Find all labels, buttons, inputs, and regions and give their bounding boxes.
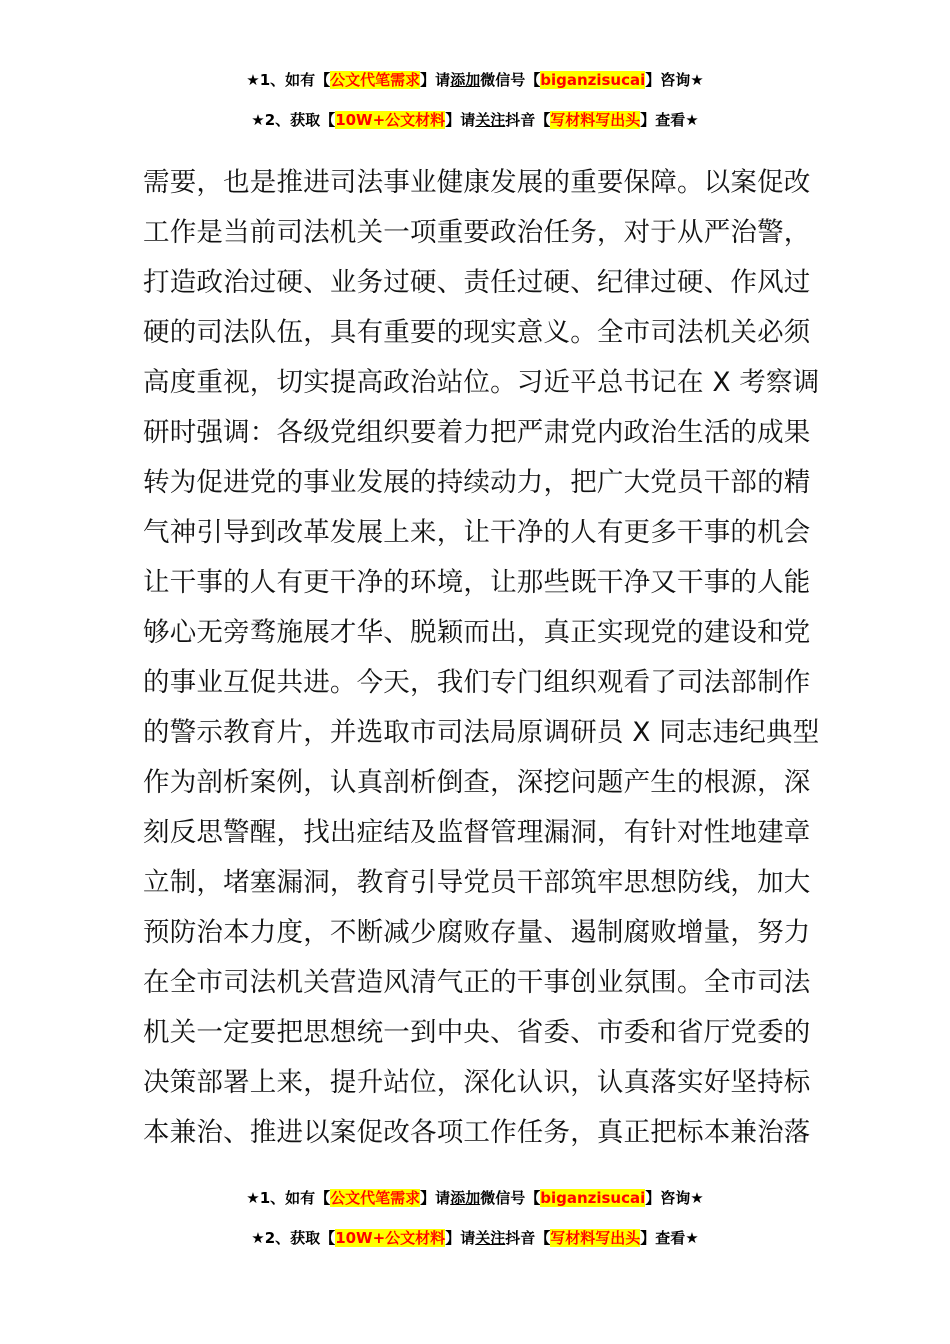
promo-highlight: 10W+公文材料 [335, 111, 446, 129]
promo-highlight: 公文代笔需求 [330, 1189, 421, 1207]
promo-text: ★1、如有【 [246, 1189, 331, 1207]
wechat-id-highlight: biganzisucai [540, 1189, 646, 1207]
promo-highlight: 10W+公文材料 [335, 1229, 446, 1247]
body-line: 需要，也是推进司法事业健康发展的重要保障。以案促改 [143, 167, 811, 198]
body-line: 打造政治过硬、业务过硬、责任过硬、纪律过硬、作风过 [143, 267, 811, 298]
body-line: 的事业互促共进。今天，我们专门组织观看了司法部制作 [143, 667, 811, 698]
body-line: 本兼治、推进以案促改各项工作任务，真正把标本兼治落 [143, 1117, 811, 1148]
promo-text: 抖音【 [505, 1229, 551, 1247]
header-promo-line-2 [0, 110, 950, 130]
promo-text: ★2、获取【 [251, 1229, 336, 1247]
footer-promo-line-2 [0, 1228, 950, 1248]
header-promo-line-1 [0, 70, 950, 90]
promo-underline: 添加 [450, 71, 481, 89]
body-line: 刻反思警醒，找出症结及监督管理漏洞，有针对性地建章 [143, 817, 811, 848]
douyin-id-highlight: 写材料写出头 [550, 1229, 641, 1247]
wechat-id-highlight: biganzisucai [540, 71, 646, 89]
promo-text: 微信号【 [480, 71, 541, 89]
promo-text: 】请 [420, 1189, 451, 1207]
promo-text: 微信号【 [480, 1189, 541, 1207]
body-line: 的警示教育片，并选取市司法局原调研员 X 同志违纪典型 [143, 717, 820, 748]
footer-promo-line-1 [0, 1188, 950, 1208]
body-line: 决策部署上来，提升站位，深化认识，认真落实好坚持标 [143, 1067, 811, 1098]
body-line: 预防治本力度，不断减少腐败存量、遏制腐败增量，努力 [143, 917, 811, 948]
promo-text: 】咨询★ [645, 1189, 704, 1207]
body-line: 立制，堵塞漏洞，教育引导党员干部筑牢思想防线，加大 [143, 867, 811, 898]
douyin-id-highlight: 写材料写出头 [550, 111, 641, 129]
body-line: 在全市司法机关营造风清气正的干事创业氛围。全市司法 [143, 967, 811, 998]
promo-underline: 关注 [475, 111, 506, 129]
promo-text: 】查看★ [640, 1229, 699, 1247]
body-line: 工作是当前司法机关一项重要政治任务，对于从严治警， [143, 217, 811, 248]
body-line: 作为剖析案例，认真剖析倒查，深挖问题产生的根源，深 [143, 767, 811, 798]
body-line: 够心无旁骛施展才华、脱颖而出，真正实现党的建设和党 [143, 617, 811, 648]
body-line: 高度重视，切实提高政治站位。习近平总书记在 X 考察调 [143, 367, 820, 398]
body-line: 让干事的人有更干净的环境，让那些既干净又干事的人能 [143, 567, 811, 598]
promo-text: 】请 [420, 71, 451, 89]
body-line: 硬的司法队伍，具有重要的现实意义。全市司法机关必须 [143, 317, 811, 348]
promo-text: 】咨询★ [645, 71, 704, 89]
promo-text: 】请 [445, 111, 476, 129]
promo-highlight: 公文代笔需求 [330, 71, 421, 89]
promo-text: 】查看★ [640, 111, 699, 129]
promo-text: 抖音【 [505, 111, 551, 129]
body-line: 研时强调：各级党组织要着力把严肃党内政治生活的成果 [143, 417, 811, 448]
promo-text: ★1、如有【 [246, 71, 331, 89]
promo-text: 】请 [445, 1229, 476, 1247]
document-body [143, 158, 823, 1158]
promo-text: ★2、获取【 [251, 111, 336, 129]
body-line: 转为促进党的事业发展的持续动力，把广大党员干部的精 [143, 467, 811, 498]
promo-underline: 关注 [475, 1229, 506, 1247]
promo-underline: 添加 [450, 1189, 481, 1207]
body-line: 机关一定要把思想统一到中央、省委、市委和省厅党委的 [143, 1017, 811, 1048]
body-line: 气神引导到改革发展上来，让干净的人有更多干事的机会 [143, 517, 811, 548]
